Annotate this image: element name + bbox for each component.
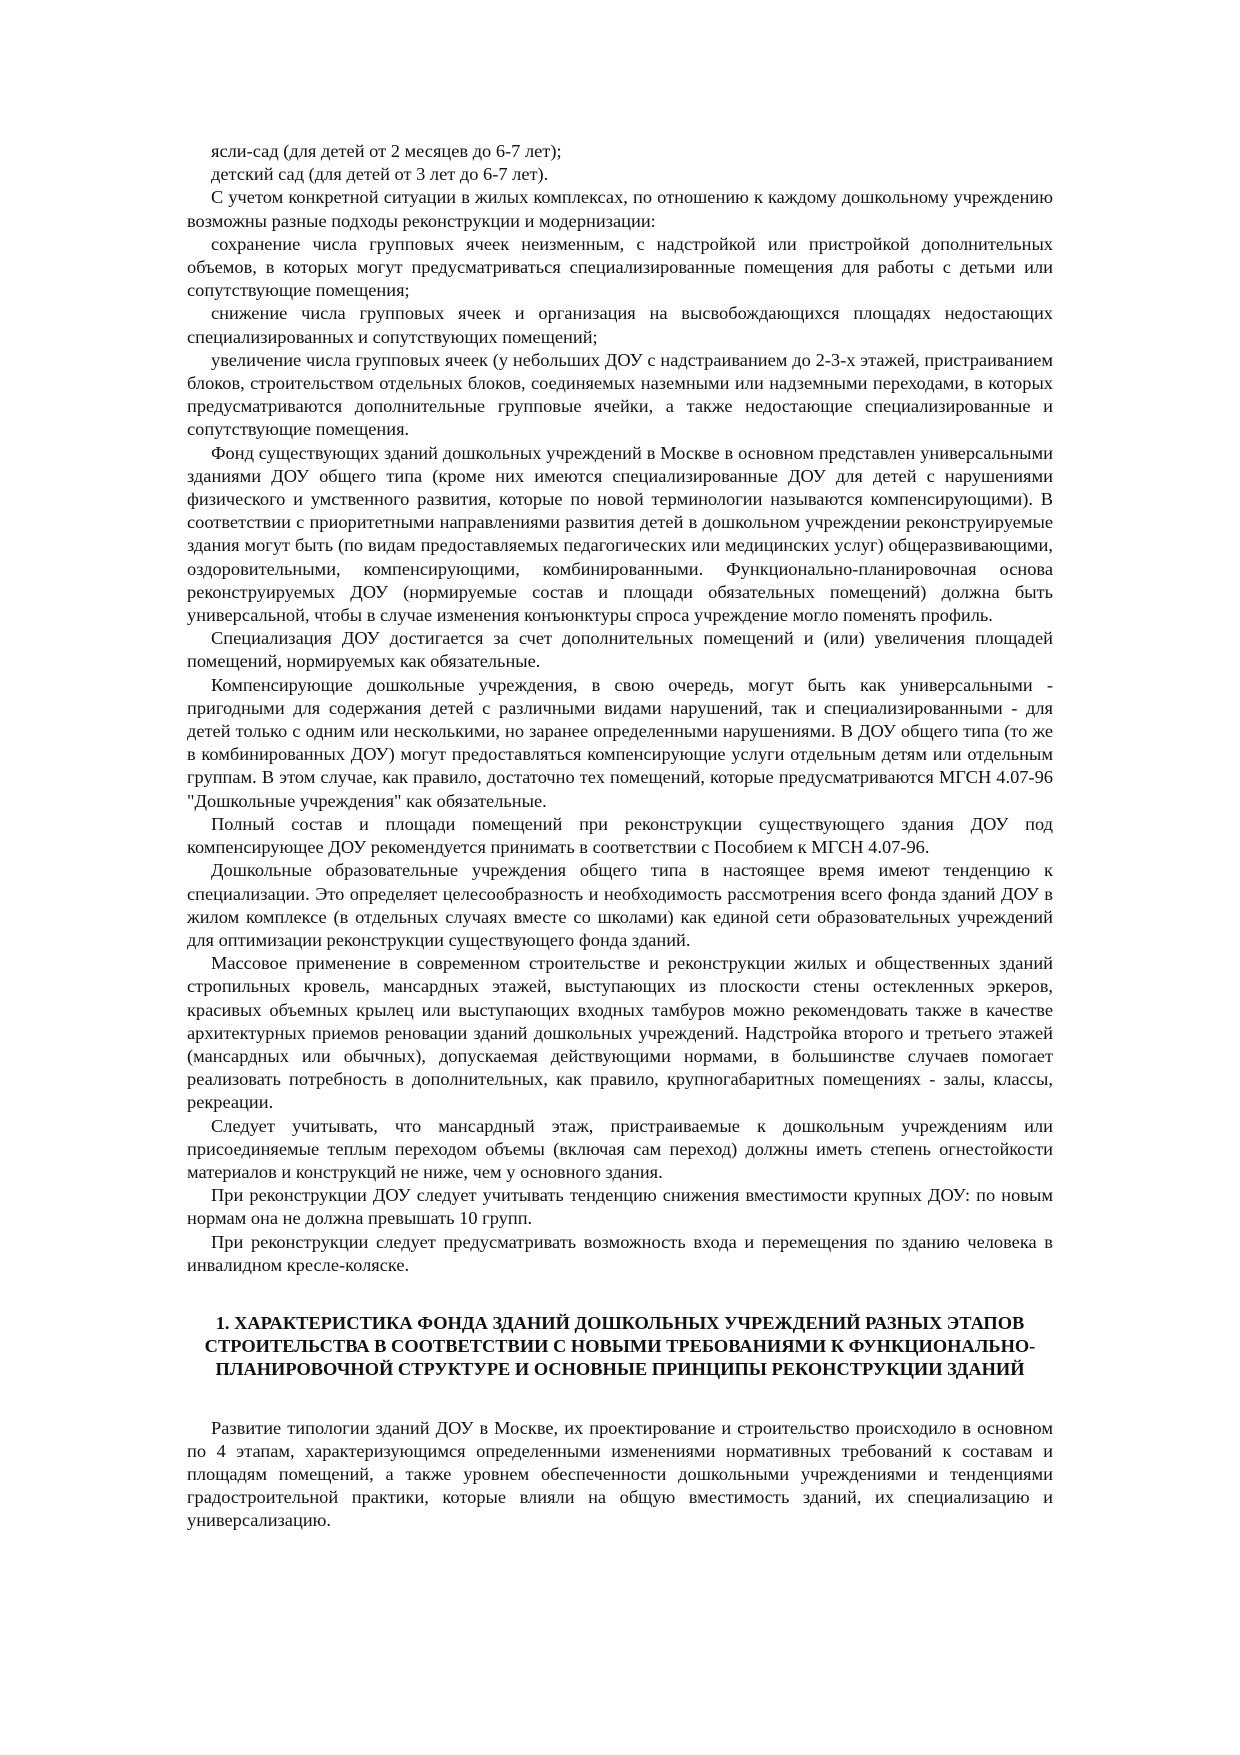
paragraph-approaches-intro: С учетом конкретной ситуации в жилых комплексах, по отношению к каждому дошкольному учреждению возможны разные подходы реконструкции и модернизации: [187,187,1053,231]
list-item-kindergarten: детский сад (для детей от 3 лет до 6-7 лет). [211,164,549,185]
list-item-increase-group-cells: увеличение числа групповых ячеек (у небольших ДОУ с надстраиванием до 2-3-х этажей, пристраиванием блоков, строительством отдельных блоков, соединяемых наземными или надземными переходами, в которых предусматриваются дополнительные групповые ячейки, а также недостающие специализированные и сопутствующие помещения. [187,349,1053,440]
paragraph-typology-development: Развитие типологии зданий ДОУ в Москве, их проектирование и строительство происходило в основном по 4 этапам, характеризующимся определенными изменениями нормативных требований к составам и площадям помещений, а также уровнем обеспеченности дошкольными учреждениями и тенденциями градостроительной практики, которые влияли на общую вместимость зданий, их специализацию и универсализацию. [187,1417,1053,1531]
paragraph-wheelchair-access: При реконструкции следует предусматривать возможность входа и перемещения по зданию человека в инвалидном кресле-коляске. [187,1231,1053,1275]
list-item-reduce-group-cells: снижение числа групповых ячеек и организация на высвобождающихся площадях недостающих специализированных и сопутствующих помещений; [187,303,1053,347]
paragraph-mass-application: Массовое применение в современном строительстве и реконструкции жилых и общественных зданий стропильных кровель, мансардных этажей, выступающих из плоскости стены остекленных эркеров, красивых объемных крылец или выступающих входных тамбуров можно рекомендовать также в качестве архитектурных приемов реновации зданий дошкольных учреждений. Надстройка второго и третьего этажей (мансардных или обычных), допускаемая действующими нормами, в большинстве случаев помогает реализовать потребность в дополнительных, как правило, крупногабаритных помещениях - залы, классы, рекреации. [187,953,1053,1113]
section-heading: 1. ХАРАКТЕРИСТИКА ФОНДА ЗДАНИЙ ДОШКОЛЬНЫХ УЧРЕЖДЕНИЙ РАЗНЫХ ЭТАПОВ СТРОИТЕЛЬСТВА В СООТВЕТСТВИИ С НОВЫМИ ТРЕБОВАНИЯМИ К ФУНКЦИОНАЛЬНО-ПЛАНИРОВОЧНОЙ СТРУКТУРЕ И ОСНОВНЫЕ ПРИНЦИПЫ РЕКОНСТРУКЦИИ ЗДАНИЙ [204,1312,1036,1380]
paragraph-specialization-trend: Дошкольные образовательные учреждения общего типа в настоящее время имеют тенденцию к специализации. Это определяет целесообразность и необходимость рассмотрения всего фонда зданий ДОУ в жилом комплексе (в отдельных случаях вместе со школами) как единой сети образовательных учреждений для оптимизации реконструкции существующего фонда зданий. [187,860,1053,950]
list-item-nursery-kindergarten: ясли-сад (для детей от 2 месяцев до 6-7 лет); [211,141,562,161]
document-page [187,140,1053,1533]
paragraph-full-composition: Полный состав и площади помещений при реконструкции существующего здания ДОУ под компенсирующее ДОУ рекомендуется принимать в соответствии с Пособием к МГСН 4.07-96. [187,813,1053,858]
paragraph-attic-floor: Следует учитывать, что мансардный этаж, пристраиваемые к дошкольным учреждениям или присоединяемые теплым переходом объемы (включая сам переход) должны иметь степень огнестойкости материалов и конструкций не ниже, чем у основного здания. [187,1115,1053,1182]
paragraph-capacity-trend: При реконструкции ДОУ следует учитывать тенденцию снижения вместимости крупных ДОУ: по новым нормам она не должна превышать 10 групп. [187,1185,1053,1229]
list-item-keep-group-cells: сохранение числа групповых ячеек неизменным, с надстройкой или пристройкой дополнительных объемов, в которых могут предусматриваться специализированные помещения для работы с детьми или сопутствующие помещения; [187,233,1053,301]
paragraph-compensating-institutions: Компенсирующие дошкольные учреждения, в свою очередь, могут быть как универсальными - пригодными для содержания детей с различными видами нарушений, так и специализированными - для детей только с одним или несколькими, но заранее определенными нарушениями. В ДОУ общего типа (то же в комбинированных ДОУ) могут предоставляться компенсирующие услуги отдельным детям или отдельным группам. В этом случае, как правило, достаточно тех помещений, которые предусматриваются МГСН 4.07-96 "Дошкольные учреждения" как обязательные. [187,674,1053,811]
paragraph-building-stock: Фонд существующих зданий дошкольных учреждений в Москве в основном представлен универсальными зданиями ДОУ общего типа (кроме них имеются специализированные ДОУ для детей с нарушениями физического и умственного развития, которые по новой терминологии называются компенсирующими). В соответствии с приоритетными направлениями развития детей в дошкольном учреждении реконструируемые здания могут быть (по видам предоставляемых педагогических или медицинских услуг) общеразвивающими, оздоровительными, компенсирующими, комбинированными. Функционально-планировочная основа реконструируемых ДОУ (нормируемые состав и площади обязательных помещений) должна быть универсальной, чтобы в случае изменения конъюнктуры спроса учреждение могло поменять профиль. [187,442,1053,626]
paragraph-specialization: Специализация ДОУ достигается за счет дополнительных помещений и (или) увеличения площадей помещений, нормируемых как обязательные. [187,628,1053,672]
